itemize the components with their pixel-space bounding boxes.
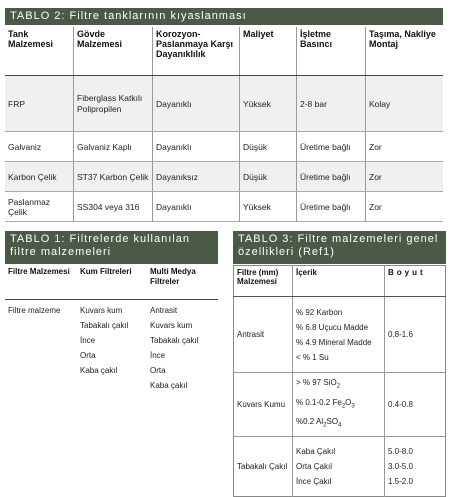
column-header: Filtre Malzemesi — [5, 265, 77, 300]
list-item: Kaba çakıl — [80, 366, 118, 375]
table-cell: Düşük — [240, 162, 297, 192]
list-item: > % 97 SiO$_2$ — [296, 378, 341, 390]
table-cell: Kolay — [366, 76, 444, 132]
table-cell — [293, 436, 385, 496]
table-cell: Galvaniz Kaplı — [74, 132, 153, 162]
table-cell: SS304 veya 316 — [74, 192, 153, 222]
list-item: İnce — [80, 336, 96, 345]
table-cell: Galvaniz — [5, 132, 74, 162]
table-cell: Yüksek — [240, 76, 297, 132]
column-header: İçerik — [293, 266, 385, 297]
table-cell: Paslanmaz Çelik — [5, 192, 74, 222]
list-item: Kuvars kum — [150, 321, 193, 330]
list-item: İnce Çakıl — [296, 476, 332, 486]
list-item: İnce — [150, 351, 166, 360]
list-item: % 4.9 Mineral Madde — [296, 337, 372, 347]
table-cell: Antrasit — [234, 297, 293, 373]
table-cell: Dayanıklı — [153, 192, 240, 222]
list-item: % 6.8 Uçucu Madde — [296, 322, 369, 332]
table-cell — [293, 373, 385, 437]
table-cell: Düşük — [240, 132, 297, 162]
column-header: Taşıma, Nakliye Montaj — [366, 27, 444, 76]
column-header: Filtre (mm) Malzemesi — [234, 266, 293, 297]
list-item: Kuvars kum — [80, 306, 123, 315]
list-item: Kaba Çakıl — [296, 446, 336, 456]
tablo2-title: TABLO 2: Filtre tanklarının kıyaslanması — [5, 8, 443, 25]
list-item: % 92 Karbon — [296, 307, 343, 317]
table-cell: Zor — [366, 132, 444, 162]
list-item: 5.0-8.0 — [388, 446, 413, 456]
column-header: Maliyet — [240, 27, 297, 76]
table-cell: Zor — [366, 162, 444, 192]
table-cell: Üretime bağlı — [297, 162, 366, 192]
tablo2-table — [5, 27, 443, 222]
table-cell — [147, 300, 218, 396]
table-row — [5, 132, 443, 162]
table-cell: Fiberglass Katkılı Polipropilen — [74, 76, 153, 132]
tablo3-title: TABLO 3: Filtre malzemeleri genel özellikleri (Ref1) — [233, 231, 446, 264]
table-cell: Yüksek — [240, 192, 297, 222]
column-header: Kum Filtreleri — [77, 265, 147, 300]
table-cell — [293, 297, 385, 373]
table-row — [5, 192, 443, 222]
list-item: Tabakalı çakıl — [80, 321, 129, 330]
table-cell: Üretime bağlı — [297, 132, 366, 162]
table-cell — [385, 436, 446, 496]
list-item: % 0.1-0.2 $Fe_2O_3$ — [296, 397, 355, 410]
table-cell: Üretime bağlı — [297, 192, 366, 222]
table-row — [234, 436, 446, 496]
list-item: %0.2 $Al_2SO_4$ — [296, 417, 342, 429]
list-item: < % 1 Su — [296, 352, 329, 362]
table-cell: Dayanıklı — [153, 76, 240, 132]
table-row — [234, 297, 446, 373]
column-header: İşletme Basıncı — [297, 27, 366, 76]
tablo3-table — [233, 265, 446, 497]
list-item: Antrasit — [150, 306, 178, 315]
table-cell: Dayanıksız — [153, 162, 240, 192]
tablo1-table — [5, 265, 218, 395]
list-item: Orta Çakıl — [296, 461, 333, 471]
table-cell: Zor — [366, 192, 444, 222]
table-cell: Kuvars Kumu — [234, 373, 293, 437]
list-item: 3.0-5.0 — [388, 461, 413, 471]
column-header: Multi Medya Filtreler — [147, 265, 218, 300]
table-row — [234, 373, 446, 437]
column-header: Korozyon-Paslanmaya Karşı Dayanıklılık — [153, 27, 240, 76]
list-item: Tabakalı çakıl — [150, 336, 199, 345]
column-header: Tank Malzemesi — [5, 27, 74, 76]
tablo1-title: TABLO 1: Filtrelerde kullanılan filtre malzemeleri — [5, 231, 218, 264]
column-header: Boyut — [385, 266, 446, 297]
table-cell: Tabakalı Çakıl — [234, 436, 293, 496]
table-cell: 0.4-0.8 — [385, 373, 446, 437]
table-cell: FRP — [5, 76, 74, 132]
table-cell: Dayanıklı — [153, 132, 240, 162]
table-header-row — [234, 266, 446, 297]
list-item: 1.5-2.0 — [388, 476, 413, 486]
table-cell: Karbon Çelik — [5, 162, 74, 192]
table-header-row — [5, 27, 443, 76]
table-row — [5, 300, 218, 396]
table-row — [5, 162, 443, 192]
table-cell: Filtre malzeme — [8, 306, 61, 315]
column-header: Gövde Malzemesi — [74, 27, 153, 76]
table-header-row — [5, 265, 218, 300]
table-cell: ST37 Karbon Çelik — [74, 162, 153, 192]
table-row — [5, 76, 443, 132]
list-item: Orta — [150, 366, 166, 375]
table-cell: 2-8 bar — [297, 76, 366, 132]
list-item: Kaba çakıl — [150, 381, 188, 390]
table-cell — [77, 300, 147, 396]
list-item: Orta — [80, 351, 96, 360]
table-cell: 0.8-1.6 — [385, 297, 446, 373]
